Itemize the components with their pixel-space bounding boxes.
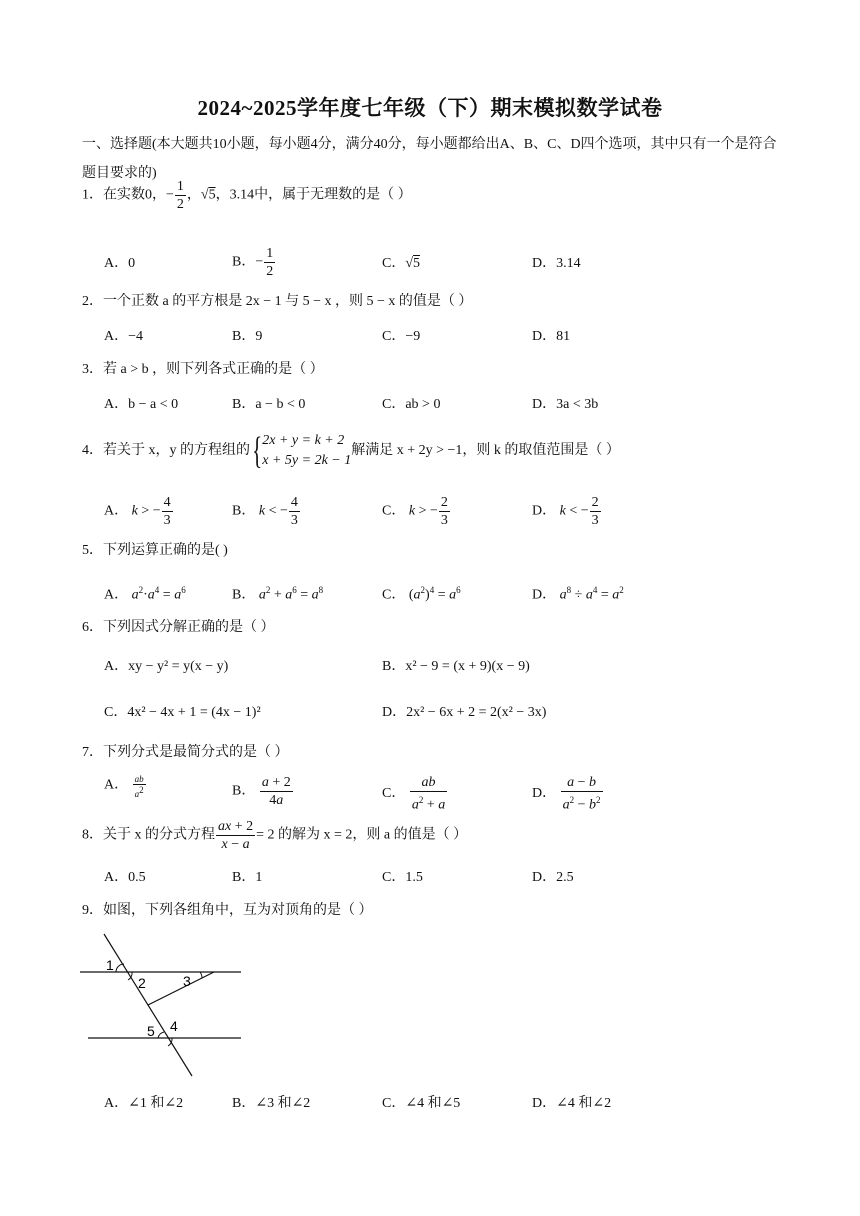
question-3: 3．若 a > b ，则下列各式正确的是（ ） [82, 362, 324, 377]
q3-option-c[interactable]: C．ab > 0 [382, 397, 441, 412]
q2-option-b[interactable]: B．9 [232, 329, 263, 344]
angle-label-1: 1 [106, 957, 114, 973]
brace: { [252, 430, 263, 472]
q6-option-a[interactable]: A．xy − y² = y(x − y) [104, 659, 229, 674]
q5-option-a[interactable]: A． $a^2\cdot a^4 = a^6$ [104, 585, 186, 603]
q3-option-b[interactable]: B．a − b < 0 [232, 397, 306, 412]
q4-pre: 4．若关于 x，y 的方程组的 [82, 443, 250, 459]
angle-label-4: 4 [170, 1018, 178, 1034]
q4-option-c[interactable]: C． k > − $\frac{2}{3}$ [382, 495, 448, 528]
q4-option-b[interactable]: B． k < − $\frac{4}{3}$ [232, 495, 298, 528]
q1-option-b[interactable]: B．− $\frac{1}{2}$ [232, 246, 274, 279]
angle-arc-3 [200, 972, 202, 978]
q4-post: 解满足 x + 2y > −1，则 k 的取值范围是（ ） [351, 443, 620, 459]
question-7: 7．下列分式是最简分式的是（ ） [82, 745, 289, 760]
q2-option-d[interactable]: D．81 [532, 329, 571, 344]
q7-option-a[interactable]: A． $\frac{ab}{a^2}$ [104, 774, 144, 799]
q1-pre: 1．在实数0， [82, 187, 166, 203]
q1-option-c[interactable]: C．√5 [382, 256, 421, 271]
q7-option-d[interactable]: D． $\frac{a - b}{a^2 - b^2}$ [532, 775, 601, 813]
q9-option-c[interactable]: C．∠4 和∠5 [382, 1096, 461, 1111]
angle-label-5: 5 [147, 1023, 155, 1039]
angle-label-3: 3 [183, 973, 191, 989]
q4-option-d[interactable]: D． k < − $\frac{2}{3}$ [532, 495, 599, 528]
q3-option-d[interactable]: D．3a < 3b [532, 397, 599, 412]
q8-option-a[interactable]: A．0.5 [104, 870, 146, 885]
equation-fraction: $\frac{ax + 2}{x - a}$ [218, 819, 254, 852]
q1-option-a[interactable]: A．0 [104, 256, 136, 271]
q5-option-d[interactable]: D． $a^8 \div a^4 = a^2$ [532, 585, 624, 603]
question-9: 9．如图，下列各组角中，互为对顶角的是（ ） [82, 903, 373, 918]
section-heading: 一、选择题(本大题共10小题，每小题4分，满分40分，每小题都给出A、B、C、D四个选项，其中只有一个是符合题目要求的) [82, 137, 777, 181]
page-title: 2024~2025学年度七年级（下）期末模拟数学试卷 [197, 96, 663, 120]
q7-option-b[interactable]: B． $\frac{a + 2}{4a}$ [232, 775, 291, 808]
q8-option-c[interactable]: C．1.5 [382, 870, 423, 885]
q5-option-c[interactable]: C． $(a^2)^4 = a^6$ [382, 585, 461, 603]
equation-system: 2x + y = k + 2 x + 5y = 2k − 1 [262, 433, 352, 468]
slant-line [148, 972, 214, 1005]
q7-option-c[interactable]: C． $\frac{ab}{a^2 + a}$ [382, 775, 446, 813]
neg-half-fraction: $\frac{1}{2}$ [176, 179, 184, 212]
q9-option-d[interactable]: D．∠4 和∠2 [532, 1096, 612, 1111]
q6-option-d[interactable]: D．2x² − 6x + 2 = 2(x² − 3x) [382, 705, 547, 720]
q4-option-a[interactable]: A． k > − $\frac{4}{3}$ [104, 495, 171, 528]
q6-option-b[interactable]: B．x² − 9 = (x + 9)(x − 9) [382, 659, 530, 674]
question-4 [82, 431, 620, 471]
q5-option-b[interactable]: B． $a^2 + a^6 = a^8$ [232, 585, 324, 603]
q6-option-c[interactable]: C．4x² − 4x + 1 = (4x − 1)² [104, 705, 261, 720]
question-8: 8．关于 x 的分式方程 $\frac{ax + 2}{x - a}$ = 2 的解为 x = 2，则 a 的值是（ ） [82, 819, 468, 852]
question-5: 5．下列运算正确的是( ) [82, 543, 228, 558]
angle-arc-5 [158, 1032, 164, 1038]
q3-option-a[interactable]: A．b − a < 0 [104, 397, 179, 412]
q9-option-b[interactable]: B．∠3 和∠2 [232, 1096, 311, 1111]
q8-option-b[interactable]: B．1 [232, 870, 263, 885]
q1-post: ，3.14中，属于无理数的是（ ） [215, 187, 412, 203]
question-2: 2．一个正数 a 的平方根是 2x − 1 与 5 − x ，则 5 − x 的值是（ ） [82, 294, 473, 309]
q9-option-a[interactable]: A．∠1 和∠2 [104, 1096, 184, 1111]
question-6: 6．下列因式分解正确的是（ ） [82, 620, 275, 635]
q2-option-c[interactable]: C．−9 [382, 329, 421, 344]
angle-label-2: 2 [138, 975, 146, 991]
q1-mid: ， [186, 187, 201, 203]
angle-figure [78, 928, 248, 1078]
question-1: 1．在实数0，− $\frac{1}{2}$ ，√5，3.14中，属于无理数的是（ ） [82, 179, 412, 212]
q1-option-d[interactable]: D．3.14 [532, 256, 581, 271]
q2-option-a[interactable]: A．−4 [104, 329, 144, 344]
q8-option-d[interactable]: D．2.5 [532, 870, 574, 885]
